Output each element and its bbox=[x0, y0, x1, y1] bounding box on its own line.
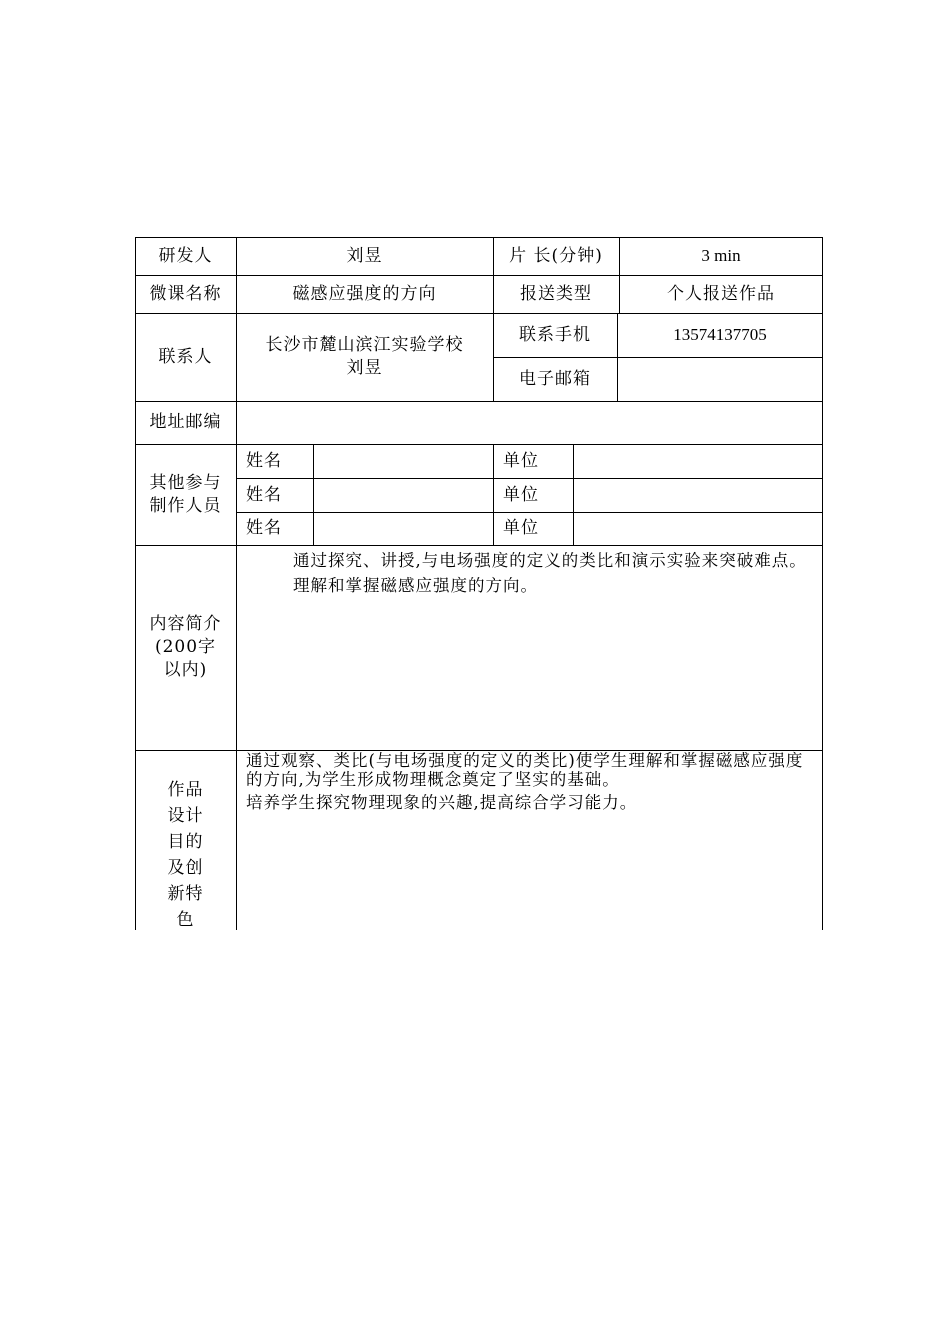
other-participants-label bbox=[135, 444, 236, 545]
developer-value: 刘昱 bbox=[346, 245, 383, 266]
address-value bbox=[236, 401, 823, 444]
participant-unit-value bbox=[573, 512, 823, 545]
participant-name-label: 姓名 bbox=[246, 518, 282, 539]
design-purpose-paragraph-2: 培养学生探究物理现象的兴趣,提高综合学习能力。 bbox=[246, 793, 638, 812]
course-info-form bbox=[135, 237, 823, 930]
summary-label bbox=[135, 545, 236, 750]
length-label: 片 长(分钟) bbox=[509, 245, 603, 266]
summary-label-line3: 以内) bbox=[163, 659, 208, 680]
design-purpose-label-line: 色 bbox=[176, 910, 195, 930]
phone-label: 联系手机 bbox=[519, 324, 591, 345]
design-purpose-label-line: 及创 bbox=[167, 858, 204, 878]
course-title-label: 微课名称 bbox=[149, 283, 222, 304]
address-label: 地址邮编 bbox=[149, 412, 222, 433]
email-value bbox=[617, 357, 823, 401]
participant-unit-value bbox=[573, 444, 823, 478]
design-purpose-paragraph-1: 通过观察、类比(与电场强度的定义的类比)使学生理解和掌握磁感应强度的方向,为学生形成物理概念奠定了坚实的基础。 bbox=[246, 751, 804, 789]
participant-name-label: 姓名 bbox=[246, 450, 282, 471]
design-purpose-label-line: 作品 bbox=[167, 780, 204, 800]
contact-school: 长沙市麓山滨江实验学校 bbox=[265, 335, 464, 356]
summary-label-line2: (200字 bbox=[154, 637, 217, 658]
other-participants-label-line1: 其他参与 bbox=[149, 472, 222, 493]
contact-value bbox=[236, 313, 493, 401]
design-purpose-label-line: 新特 bbox=[167, 884, 204, 904]
participant-name-value bbox=[313, 512, 493, 545]
participant-name-value bbox=[313, 444, 493, 478]
submission-type-label: 报送类型 bbox=[520, 283, 592, 304]
participant-unit-label: 单位 bbox=[503, 518, 539, 539]
length-value: 3 min bbox=[701, 245, 741, 265]
submission-type-value: 个人报送作品 bbox=[667, 283, 775, 304]
summary-paragraph-1: 通过探究、讲授,与电场强度的定义的类比和演示实验来突破难点。 bbox=[293, 551, 807, 570]
design-purpose-label-line: 目的 bbox=[167, 832, 204, 852]
rule bbox=[135, 545, 823, 546]
participant-unit-label: 单位 bbox=[503, 484, 539, 505]
course-title-value: 磁感应强度的方向 bbox=[292, 283, 437, 304]
participant-unit-value bbox=[573, 478, 823, 512]
design-purpose-label-line: 设计 bbox=[167, 806, 204, 826]
contact-label: 联系人 bbox=[158, 346, 213, 367]
participant-name-label: 姓名 bbox=[246, 484, 282, 505]
phone-value: 13574137705 bbox=[673, 324, 767, 344]
developer-label: 研发人 bbox=[158, 245, 213, 266]
summary-label-line1: 内容简介 bbox=[149, 614, 222, 635]
design-purpose-label bbox=[135, 777, 236, 932]
participant-unit-label: 单位 bbox=[503, 450, 539, 471]
contact-person: 刘昱 bbox=[346, 358, 383, 378]
other-participants-label-line2: 制作人员 bbox=[149, 495, 222, 516]
design-purpose-text bbox=[246, 751, 818, 812]
email-label: 电子邮箱 bbox=[519, 368, 591, 389]
summary-text bbox=[246, 549, 816, 597]
summary-paragraph-2: 理解和掌握磁感应强度的方向。 bbox=[293, 576, 538, 595]
participant-name-value bbox=[313, 478, 493, 512]
